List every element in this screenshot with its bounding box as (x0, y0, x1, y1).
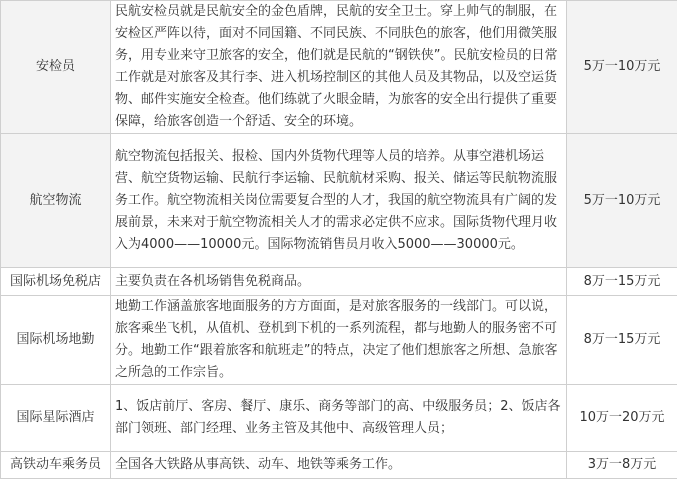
table-row (1, 296, 677, 385)
job-description-cell: 1、饭店前厅、客房、餐厅、康乐、商务等部门的高、中级服务员；2、饭店各部门领班、部门经理、业务主管及其他中、高级管理人员； (111, 385, 567, 452)
table-row (1, 1, 677, 134)
table-row (1, 385, 677, 452)
job-description-cell: 民航安检员就是民航安全的金色盾牌，民航的安全卫士。穿上帅气的制服，在安检区严阵以待，面对不同国籍、不同民族、不同肤色的旅客，他们用微笑服务，用专业来守卫旅客的安全，他们就是民航的“钢铁侠”。民航安检员的日常工作就是对旅客及其行李、进入机场控制区的其他人员及其物品，以及空运货物、邮件实施安全检查。他们练就了火眼金睛，为旅客的安全出行提供了重要保障，给旅客创造一个舒适、安全的环境。 (111, 1, 567, 134)
salary-cell: 3万一8万元 (567, 452, 677, 479)
salary-cell: 8万一15万元 (567, 296, 677, 385)
salary-cell: 5万一10万元 (567, 1, 677, 134)
job-description-cell: 全国各大铁路从事高铁、动车、地铁等乘务工作。 (111, 452, 567, 479)
job-description-cell: 主要负责在各机场销售免税商品。 (111, 268, 567, 296)
job-description-cell: 地勤工作涵盖旅客地面服务的方方面面，是对旅客服务的一线部门。可以说，旅客乘坐飞机，从值机、登机到下机的一系列流程，都与地勤人的服务密不可分。地勤工作“跟着旅客和航班走”的特点，决定了他们想旅客之所想、急旅客之所急的工作宗旨。 (111, 296, 567, 385)
table-row (1, 452, 677, 479)
job-title-cell: 安检员 (1, 1, 111, 134)
job-title-cell: 国际星际酒店 (1, 385, 111, 452)
job-title-cell: 国际机场地勤 (1, 296, 111, 385)
job-title-cell: 国际机场免税店 (1, 268, 111, 296)
salary-cell: 8万一15万元 (567, 268, 677, 296)
salary-cell: 10万一20万元 (567, 385, 677, 452)
job-title-cell: 航空物流 (1, 134, 111, 268)
job-description-cell: 航空物流包括报关、报检、国内外货物代理等人员的培养。从事空港机场运营、航空货物运输、民航行李运输、民航航材采购、报关、储运等民航物流服务工作。航空物流相关岗位需要复合型的人才，我国的航空物流具有广阔的发展前景，未来对于航空物流相关人才的需求必定供不应求。国际货物代理月收入为4000——10000元。国际物流销售员月收入5000——30000元。 (111, 134, 567, 268)
table-row (1, 268, 677, 296)
table-row (1, 134, 677, 268)
salary-cell: 5万一10万元 (567, 134, 677, 268)
job-title-cell: 高铁动车乘务员 (1, 452, 111, 479)
